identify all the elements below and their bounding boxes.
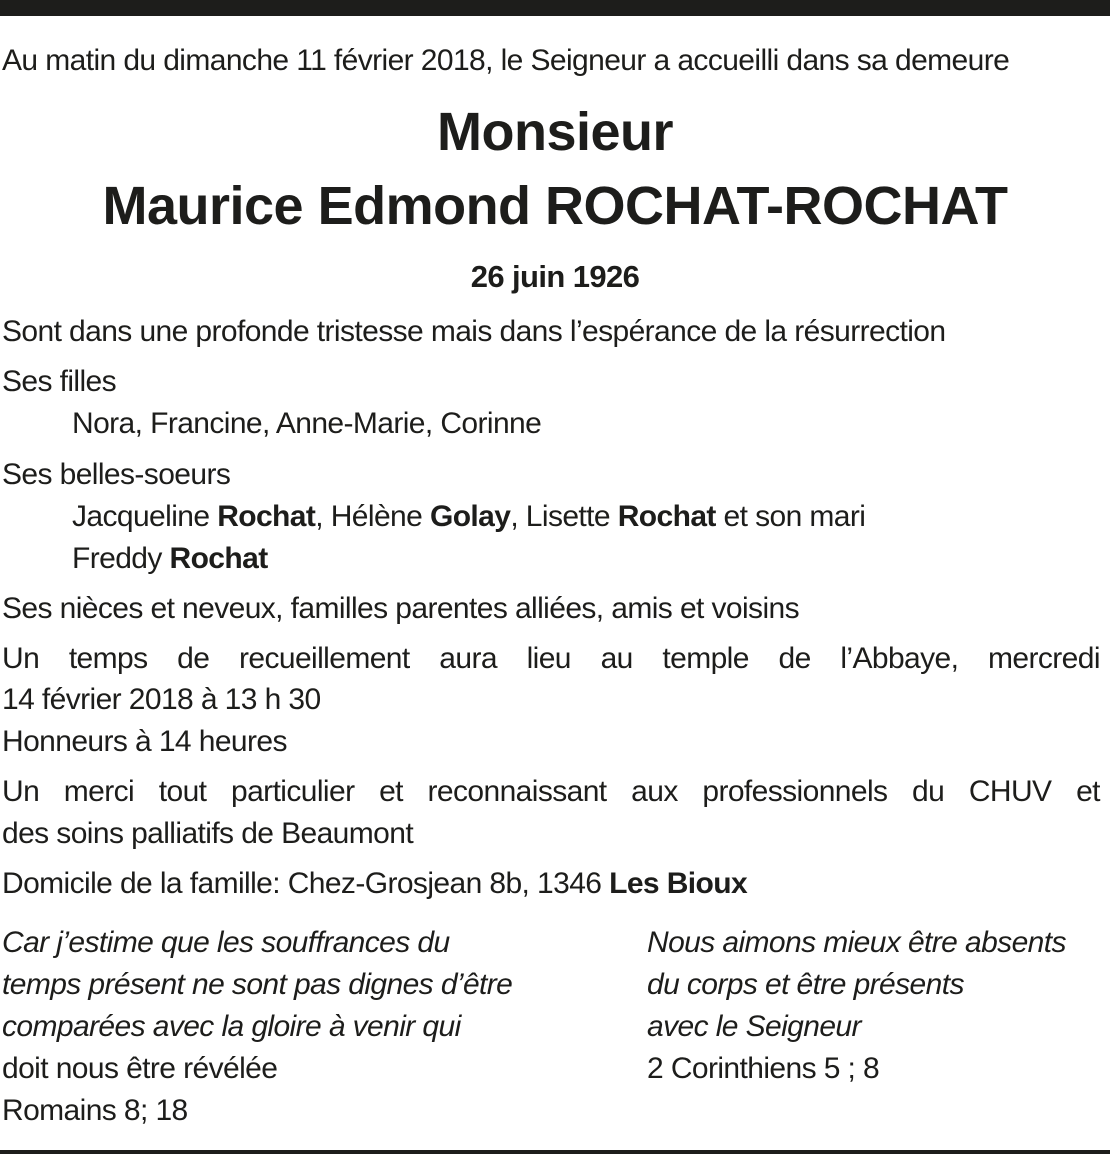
honors-line: Honneurs à 14 heures [2,725,287,758]
verse-left-line: temps présent ne sont pas dignes d’être [2,968,513,1001]
word: de [778,642,811,675]
verse-left-line: Car j’estime que les souffrances du [2,926,450,959]
word: Un [2,775,40,808]
suffix-text: et son mari [715,500,866,533]
person-last-name: Rochat [217,500,316,533]
word: merci [63,775,135,808]
verse-right-line: Nous aimons mieux être absents [647,926,1066,959]
word: reconnaissant [427,775,607,808]
word: temps [68,642,148,675]
domicile-address: Domicile de la famille: Chez-Grosjean 8b, 1346 [2,867,610,900]
word: particulier [231,775,355,808]
word: professionnels [702,775,888,808]
word: du [912,775,945,808]
word: et [379,775,403,808]
verse-right [647,922,1066,1090]
daughters-heading: Ses filles [2,365,117,398]
word: recueillement [239,642,410,675]
verse-right-line: avec le Seigneur [647,1010,861,1043]
title-honorific: Monsieur [436,102,674,162]
intro-text: Au matin du dimanche 11 février 2018, le Seigneur a accueilli dans sa demeure [2,44,1010,77]
word: aura [439,642,497,675]
person-first-name: Jacqueline [72,500,218,533]
separator: , Lisette [510,500,618,533]
verse-right-reference: 2 Corinthiens 5 ; 8 [647,1052,880,1085]
word: l’Abbaye, [840,642,959,675]
word: tout [158,775,207,808]
sisters-in-law-line2 [72,540,268,578]
sisters-in-law-heading: Ses belles-soeurs [2,458,231,491]
verse-left-line: comparées avec la gloire à venir qui [2,1010,461,1043]
word: mercredi [988,642,1100,675]
domicile-line [2,865,747,903]
ceremony-line1 [2,640,1100,678]
word: aux [631,775,678,808]
person-last-name: Golay [429,500,511,533]
word: au [600,642,633,675]
word: et [1076,775,1100,808]
person-last-name: Rochat [169,542,268,575]
word: lieu [526,642,571,675]
thanks-line2: des soins palliatifs de Beaumont [2,817,414,850]
sorrow-line: Sont dans une profonde tristesse mais dans l’espérance de la résurrection [2,315,946,348]
sisters-in-law-line1 [72,498,865,536]
domicile-town: Les Bioux [609,867,748,900]
top-rule [0,0,1110,16]
deceased-name: Maurice Edmond ROCHAT-ROCHAT [102,176,1008,236]
daughters-names: Nora, Francine, Anne-Marie, Corinne [72,407,542,440]
relatives-line: Ses nièces et neveux, familles parentes alliées, amis et voisins [2,592,800,625]
word: de [177,642,210,675]
word: Un [2,642,40,675]
thanks-line1 [2,773,1100,811]
verse-left-reference: Romains 8; 18 [2,1094,188,1127]
person-first-name: Freddy [72,542,170,575]
verse-right-line: du corps et être présents [647,968,964,1001]
birth-date: 26 juin 1926 [470,259,640,294]
word: CHUV [968,775,1052,808]
ceremony-line2: 14 février 2018 à 13 h 30 [2,683,321,716]
person-last-name: Rochat [617,500,716,533]
verse-left-line: doit nous être révélée [2,1052,278,1085]
separator: , Hélène [315,500,430,533]
bottom-rule [0,1150,1110,1154]
word: temple [662,642,749,675]
verse-left [2,922,512,1132]
